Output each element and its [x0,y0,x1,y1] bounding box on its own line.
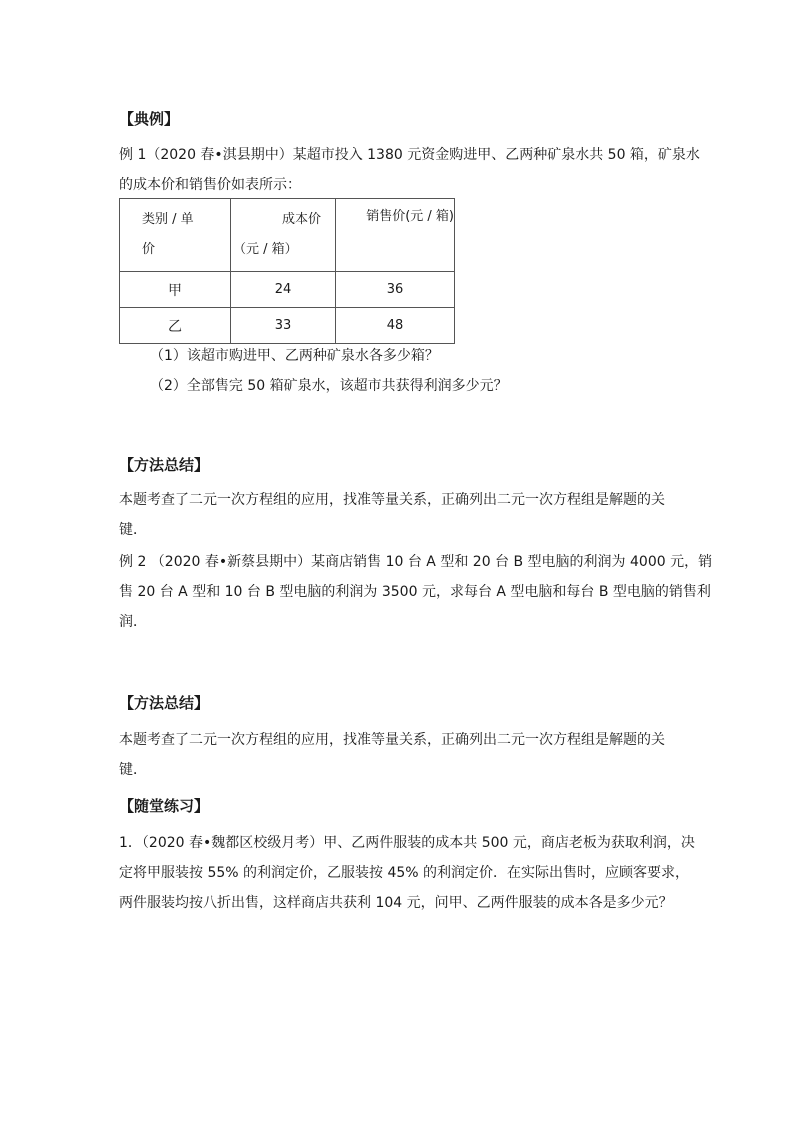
summary-2-text [119,725,697,785]
table-row [120,308,455,344]
section-heading-method-summary: 【方法总结】 [119,456,210,474]
question-2: （2）全部售完 50 箱矿泉水，该超市共获得利润多少元？ [150,378,508,394]
table-cell-cost: 33 [231,308,336,344]
header-cost-line-2: （元 / 箱） [233,242,298,257]
header-price-label: 销售价(元 / 箱) [366,209,454,224]
practice-line-2: 定将甲服装按 55% 的利润定价，乙服装按 45% 的利润定价．在实际出售时，应顾客要求， [119,865,690,881]
summary-1-line-2: 键． [119,522,147,538]
example-1-line-2: 的成本价和销售价如表所示： [119,177,301,193]
example-2-line-3: 润． [119,614,147,630]
practice-line-1: 1．（2020 春•魏都区校级月考）甲、乙两件服装的成本共 500 元，商店老板为获取利润，决 [119,835,695,851]
practice-text [119,828,697,918]
example-2-text [119,547,713,637]
section-heading-examples: 【典例】 [119,110,180,128]
table-cell-price: 36 [336,272,455,308]
header-category [120,199,231,272]
table-cell-category: 甲 [120,272,231,308]
example-1-text [119,140,700,200]
summary-2-line-2: 键． [119,762,147,778]
table-row [120,272,455,308]
example-1-line-1: 例 1（2020 春•淇县期中）某超市投入 1380 元资金购进甲、乙两种矿泉水共 50 箱，矿泉水 [119,147,700,163]
summary-1-line-1: 本题考查了二元一次方程组的应用，找准等量关系，正确列出二元一次方程组是解题的关 [119,492,665,508]
table-cell-price: 48 [336,308,455,344]
section-heading-method-summary: 【方法总结】 [119,694,210,712]
header-category-line-1: 类别 / 单 [142,212,194,227]
summary-2-line-1: 本题考查了二元一次方程组的应用，找准等量关系，正确列出二元一次方程组是解题的关 [119,732,665,748]
header-cost-line-1: 成本价 [281,212,321,227]
header-cost [231,199,336,272]
price-table [119,198,455,344]
table-header-row [120,199,455,272]
table-cell-category: 乙 [120,308,231,344]
header-price [336,199,455,272]
section-heading-practice: 【随堂练习】 [119,797,210,815]
summary-1-text [119,485,697,545]
example-2-line-1: 例 2 （2020 春•新蔡县期中）某商店销售 10 台 A 型和 20 台 B 型电脑的利润为 4000 元，销 [119,554,713,570]
example-2-line-2: 售 20 台 A 型和 10 台 B 型电脑的利润为 3500 元，求每台 A 型电脑和每台 B 型电脑的销售利 [119,584,711,600]
table-cell-cost: 24 [231,272,336,308]
header-category-line-2: 价 [142,242,156,257]
practice-line-3: 两件服装均按八折出售，这样商店共获利 104 元，问甲、乙两件服装的成本各是多少元？ [119,895,673,911]
question-1: （1）该超市购进甲、乙两种矿泉水各多少箱？ [150,348,439,364]
